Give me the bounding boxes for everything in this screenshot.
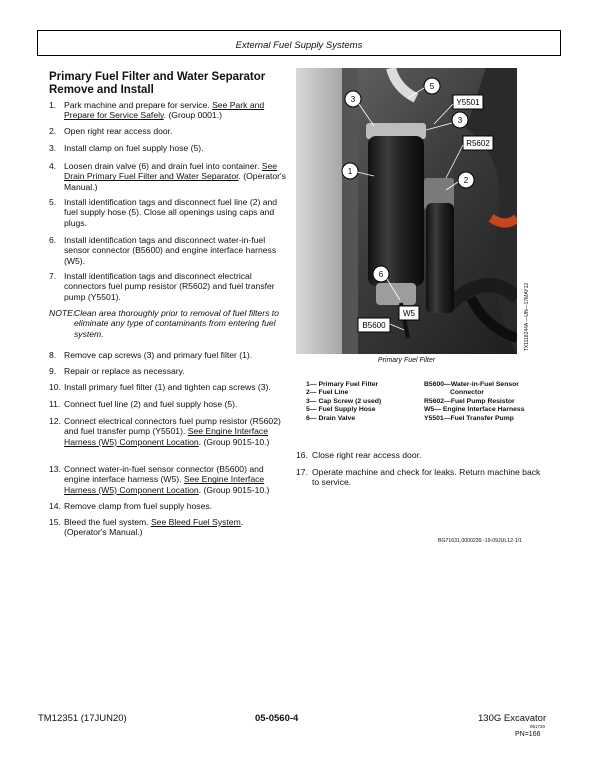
note-text: Clean area thoroughly prior to removal of fuel filters to eliminate any type of contaminants from entering fuel system. <box>74 308 279 339</box>
step-number: 8. <box>49 350 57 360</box>
figure-side-id: TX1118244A —UN—17MAY12 <box>524 282 530 352</box>
callout-label: 1 <box>347 167 353 176</box>
figure-side-id-container <box>522 264 532 374</box>
step-link[interactable]: See Engine Interface Harness (W5) Component Location <box>64 474 265 495</box>
callout-b5600 <box>358 318 404 332</box>
legend-item: 3— Cap Screw (2 used) <box>306 397 382 405</box>
step-number: 15. <box>49 517 61 527</box>
step-number: 1. <box>49 100 57 110</box>
step-text: Loosen drain valve (6) and drain fuel into container. <box>64 161 262 171</box>
callout-label: 5 <box>429 82 435 91</box>
step-text: Bleed the fuel system. <box>64 517 151 527</box>
legend-item: R5602—Fuel Pump Resistor <box>424 397 515 405</box>
step-text: Install clamp on fuel supply hose (5). <box>64 143 204 153</box>
callout-label: B5600 <box>362 321 386 330</box>
step-text: . (Group 9015-10.) <box>198 436 270 447</box>
step-number: 4. <box>49 161 57 171</box>
step-text: Install identification tags and disconnect electrical connectors fuel pump resistor (R5602) and fuel transfer pump (Y5501). <box>64 271 275 302</box>
step-text: . (Operator's Manual.) <box>64 171 286 192</box>
callout-2 <box>446 172 474 190</box>
callout-3b <box>426 112 468 130</box>
footer-doc-id: TM12351 (17JUN20) <box>38 713 127 724</box>
step-text: Install identification tags and disconnect fuel line (2) and fuel supply hose (5). Close all openings using caps and plugs. <box>64 197 278 228</box>
figure-caption: Primary Fuel Filter <box>377 357 436 364</box>
callout-label: Y5501 <box>456 98 480 107</box>
callouts-layer <box>296 68 517 354</box>
legend-item: Y5501—Fuel Transfer Pump <box>424 414 514 422</box>
legend-item: 2— Fuel Line <box>306 389 349 397</box>
step-number: 11. <box>49 399 61 409</box>
callout-label: W5 <box>403 309 415 318</box>
callout-label: 3 <box>350 95 356 104</box>
step-text: Operate machine and check for leaks. Return machine back to service. <box>312 467 541 488</box>
footer-pn: PN=166 <box>515 731 541 738</box>
step-number: 12. <box>49 416 61 426</box>
reference-code: BG71631,0000239 -19-09JUL12-1/1 <box>438 538 522 544</box>
legend-item: 1— Primary Fuel Filter <box>306 381 379 388</box>
footer-model: 130G Excavator <box>478 713 547 724</box>
callout-3a <box>345 91 374 126</box>
callout-w5 <box>399 306 419 320</box>
step-link[interactable]: See Bleed Fuel System <box>150 517 241 527</box>
callout-r5602 <box>446 136 493 178</box>
legend-item: Connector <box>450 389 484 397</box>
legend-item: B5600—Water-in-Fuel Sensor <box>424 381 519 388</box>
step-text: Open right rear access door. <box>64 126 173 136</box>
step-text: Remove clamp from fuel supply hoses. <box>64 501 213 511</box>
section-title <box>49 71 289 97</box>
callout-5 <box>408 78 440 98</box>
legend-item: 5— Fuel Supply Hose <box>306 406 376 414</box>
callout-label: 3 <box>457 116 463 125</box>
section-title-line1: Primary Fuel Filter and Water Separator <box>49 71 266 83</box>
callout-1 <box>342 163 374 179</box>
step-text: Connect electrical connectors fuel pump resistor (R5602) and fuel transfer pump (Y5501). <box>64 416 281 437</box>
step-number: 13. <box>49 464 61 474</box>
note-label: NOTE: <box>49 308 76 318</box>
step-text: Install primary fuel filter (1) and tighten cap screws (3). <box>64 382 271 392</box>
step-link[interactable]: See Engine Interface Harness (W5) Component Location <box>64 426 268 447</box>
step-link[interactable]: See Park and Prepare for Service Safely <box>64 100 265 121</box>
step-number: 6. <box>49 235 57 245</box>
step-number: 7. <box>49 271 57 281</box>
step-number: 16. <box>296 450 308 460</box>
legend-left <box>306 381 381 423</box>
step-text: . (Group 0001.) <box>163 110 222 121</box>
step-number: 3. <box>49 143 57 153</box>
step-number: 17. <box>296 467 308 477</box>
header-rule-bottom <box>37 55 561 56</box>
step-number: 2. <box>49 126 57 136</box>
step-number: 14. <box>49 501 61 511</box>
callout-label: 6 <box>378 270 384 279</box>
step-text: Install identification tags and disconnect water-in-fuel sensor connector (B5600) and engine interface harness (W5). <box>64 235 277 266</box>
step-text: . (Operator's Manual.) <box>64 517 244 538</box>
legend-right <box>424 381 524 423</box>
legend-item: W5— Engine Interface Harness <box>424 406 525 414</box>
footer-page-number: 05-0560-4 <box>255 713 299 724</box>
step-text: Connect water-in-fuel sensor connector (B5600) and engine interface harness (W5). <box>64 464 264 485</box>
step-text: Park machine and prepare for service. <box>64 100 213 110</box>
step-text: Remove cap screws (3) and primary fuel filter (1). <box>64 350 253 360</box>
callout-6 <box>373 266 400 300</box>
fuel-filter-photo <box>296 68 517 354</box>
step-number: 5. <box>49 197 57 207</box>
legend-item: 6— Drain Valve <box>306 414 356 422</box>
footer-date-code: 061720 <box>530 724 546 729</box>
header-rule-top <box>37 30 561 31</box>
step-number: 10. <box>49 382 61 392</box>
step-text: Close right rear access door. <box>312 450 422 460</box>
step-text: Repair or replace as necessary. <box>64 366 185 376</box>
page-header-title: External Fuel Supply Systems <box>235 40 363 51</box>
callout-label: 2 <box>463 176 469 185</box>
step-number: 9. <box>49 366 57 376</box>
section-title-line2: Remove and Install <box>49 84 154 96</box>
step-text: . (Group 9015-10.) <box>198 484 270 495</box>
step-link[interactable]: See Drain Primary Fuel Filter and Water Separator <box>64 161 278 182</box>
step-text: Connect fuel line (2) and fuel supply hose (5). <box>64 399 238 409</box>
callout-label: R5602 <box>466 139 490 148</box>
